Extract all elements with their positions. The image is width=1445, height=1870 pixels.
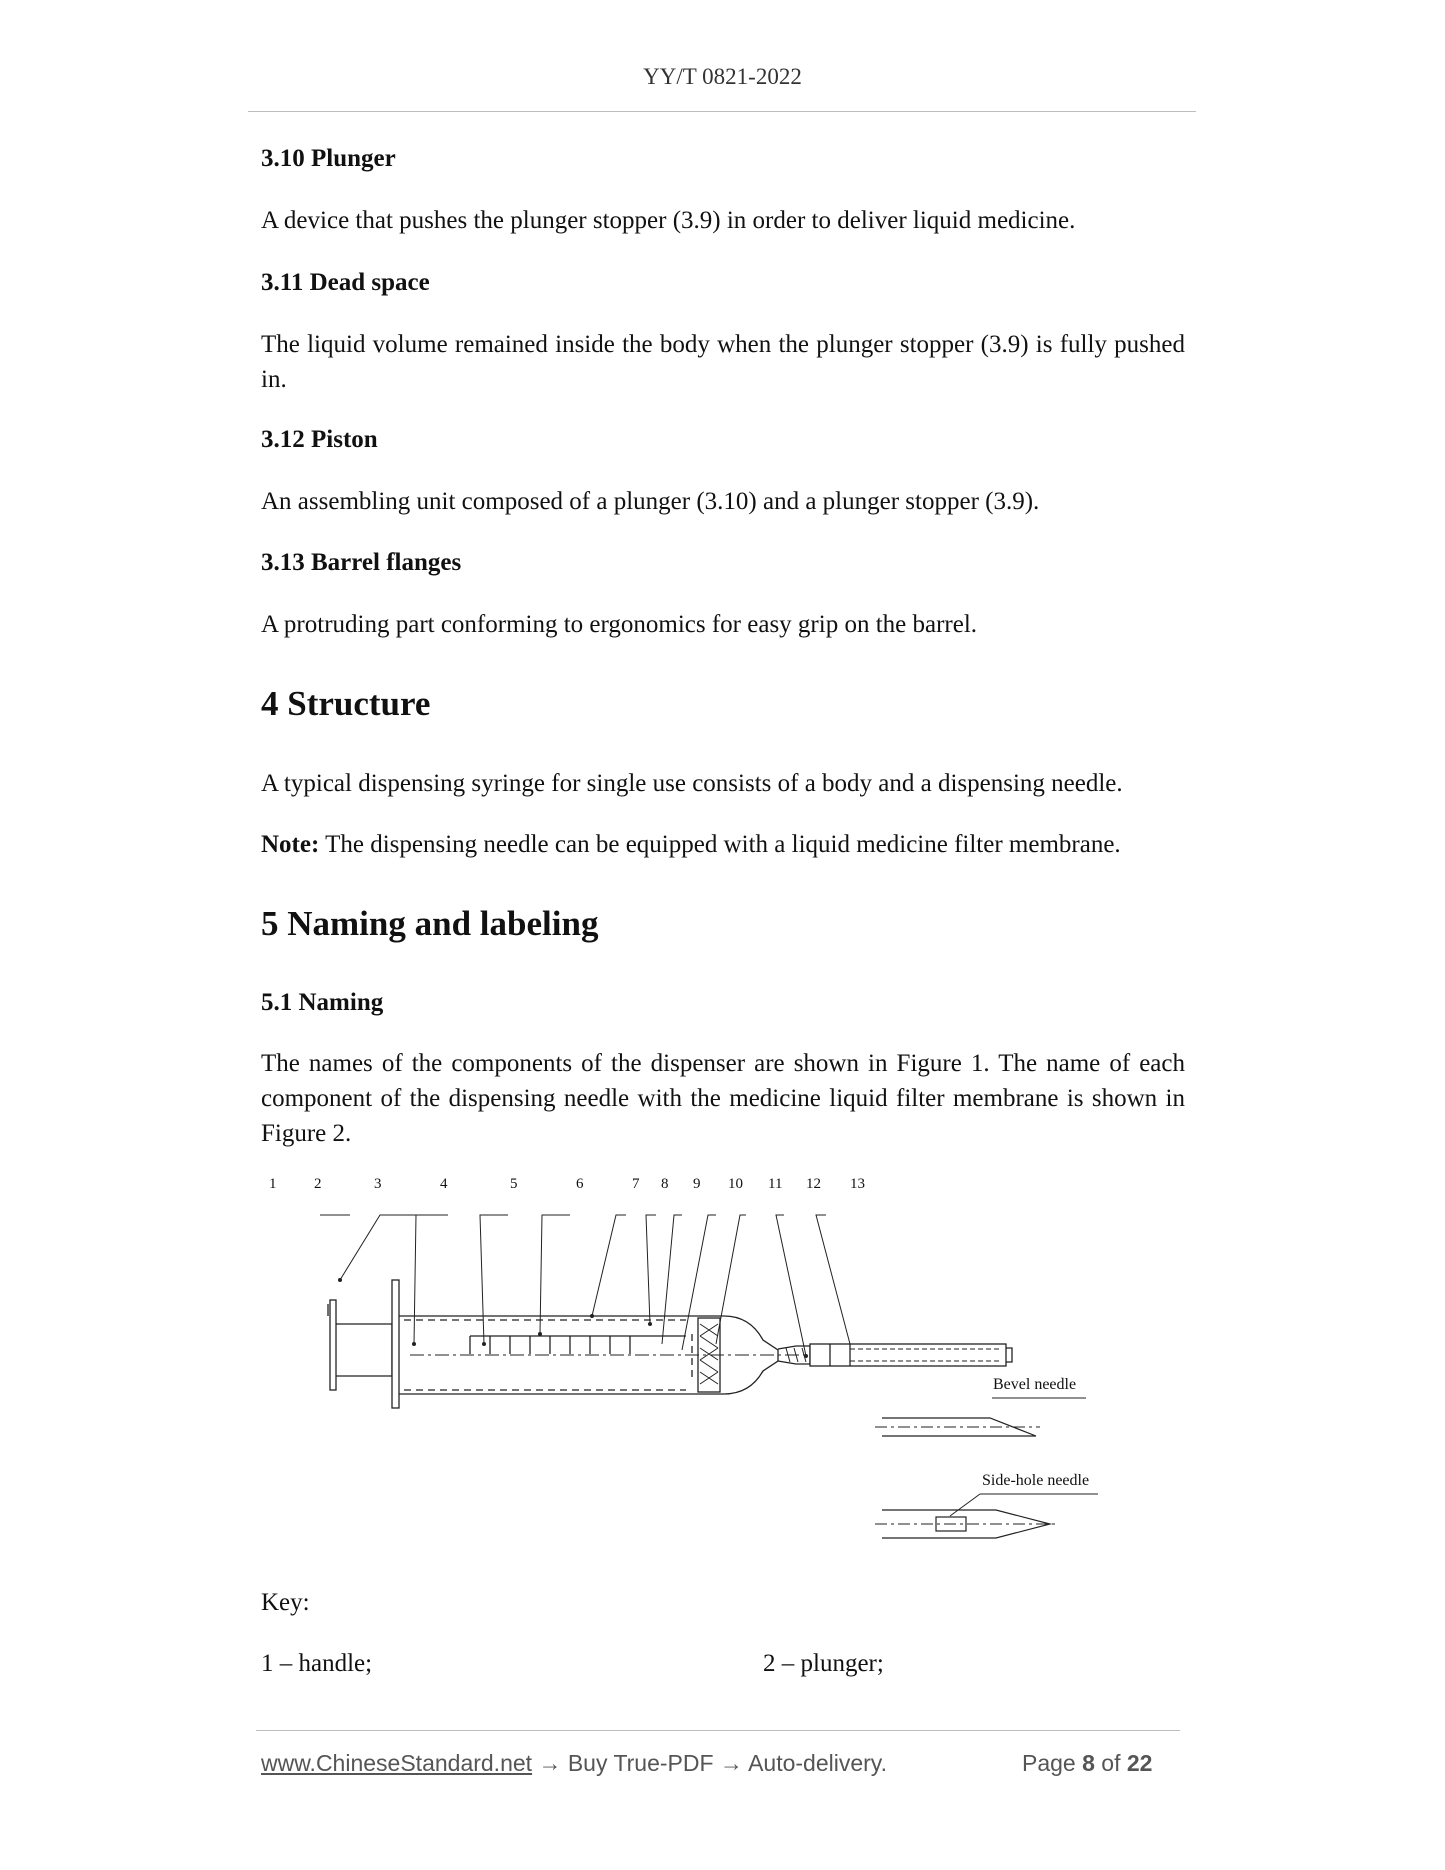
- footer-promo: [261, 1750, 887, 1777]
- section-4-heading: 4 Structure: [261, 684, 431, 723]
- section-3-10-title: 3.10 Plunger: [261, 145, 396, 172]
- section-3-12-body: An assembling unit composed of a plunger (3.10) and a plunger stopper (3.9).: [261, 488, 1040, 515]
- section-3-11-title: 3.11 Dead space: [261, 269, 430, 296]
- callout-7: 7: [632, 1176, 640, 1192]
- page-indicator: [1022, 1750, 1152, 1777]
- plunger-rod-outline: [336, 1324, 392, 1376]
- document-code-header: YY/T 0821-2022: [643, 64, 802, 89]
- sidehole-needle-label: Side-hole needle: [982, 1472, 1090, 1489]
- handle-part: [330, 1300, 336, 1390]
- section-5-1-body: The names of the components of the dispenser are shown in Figure 1. The name of each component of the dispensing needle with the medicine liquid filter membrane is shown in Figure 2.: [261, 1050, 1185, 1147]
- callout-13: 13: [850, 1176, 865, 1192]
- callout-10: 10: [728, 1176, 743, 1192]
- section-3-10-body: A device that pushes the plunger stopper (3.9) in order to deliver liquid medicine.: [261, 207, 1076, 234]
- callout-5: 5: [510, 1176, 518, 1192]
- section-5-1-title: 5.1 Naming: [261, 989, 384, 1016]
- page-number: 8: [1082, 1750, 1095, 1776]
- section-3-11-body: The liquid volume remained inside the body when the plunger stopper (3.9) is fully pushed in.: [261, 331, 1185, 393]
- needle-tube: [810, 1344, 1006, 1366]
- callout-6: 6: [576, 1176, 584, 1192]
- barrel-flange: [392, 1280, 399, 1408]
- of-word: of: [1101, 1750, 1121, 1776]
- needle-tip: [1006, 1348, 1012, 1362]
- note-label: Note:: [261, 831, 320, 858]
- section-3-12-title: 3.12 Piston: [261, 426, 378, 453]
- callout-8: 8: [661, 1176, 669, 1192]
- section-3-13-body: A protruding part conforming to ergonomics for easy grip on the barrel.: [261, 611, 978, 638]
- callout-4: 4: [440, 1176, 448, 1192]
- section-4-note: [261, 827, 1185, 862]
- callout-2: 2: [314, 1176, 322, 1192]
- callout-9: 9: [693, 1176, 701, 1192]
- header-rule: [248, 111, 1196, 112]
- key-title: Key:: [261, 1589, 310, 1616]
- key-item-plunger: 2 – plunger;: [763, 1650, 884, 1677]
- syringe-figure: [269, 1176, 1120, 1546]
- callout-3: 3: [374, 1176, 382, 1192]
- key-item-handle: 1 – handle;: [261, 1650, 373, 1677]
- buy-true-pdf-text: → Buy True-PDF →: [532, 1750, 749, 1776]
- footer-rule: [256, 1730, 1180, 1731]
- section-4-body: A typical dispensing syringe for single use consists of a body and a dispensing needle.: [261, 770, 1123, 797]
- auto-delivery-text: Auto-delivery.: [748, 1750, 887, 1776]
- page-word: Page: [1022, 1750, 1076, 1776]
- page-total: 22: [1126, 1750, 1153, 1776]
- chinesestandard-link[interactable]: www.ChineseStandard.net: [261, 1750, 533, 1776]
- section-3-13-title: 3.13 Barrel flanges: [261, 549, 462, 576]
- note-text: The dispensing needle can be equipped with a liquid medicine filter membrane.: [319, 831, 1121, 858]
- callout-11: 11: [768, 1176, 783, 1192]
- syringe-diagram: [320, 1176, 1120, 1546]
- callout-12: 12: [806, 1176, 821, 1192]
- bevel-needle-label: Bevel needle: [993, 1376, 1077, 1393]
- callout-1: 1: [269, 1176, 277, 1192]
- section-5-heading: 5 Naming and labeling: [261, 904, 599, 943]
